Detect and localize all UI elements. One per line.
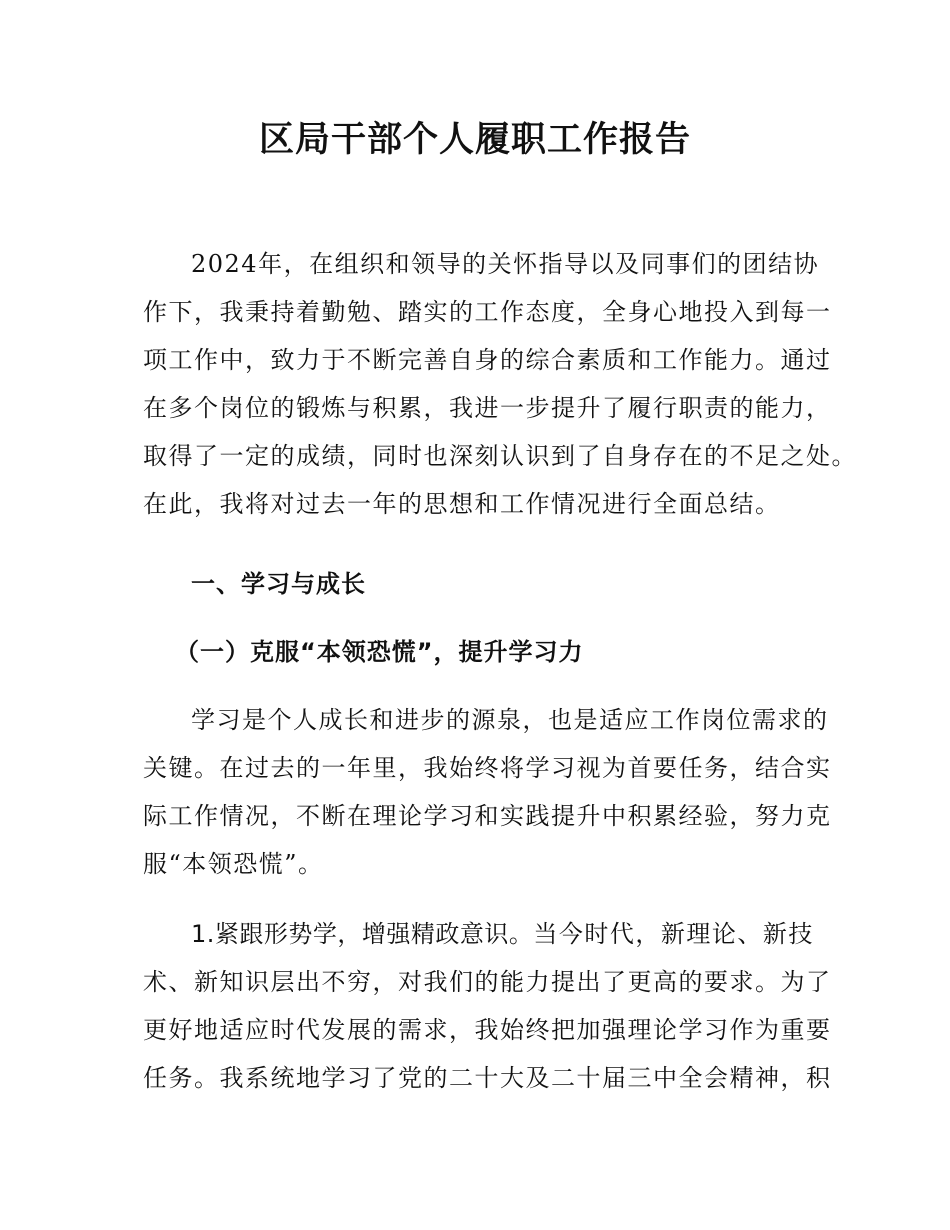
subsection-heading: （一）克服“本领恐慌”，提升学习力 [175, 638, 584, 666]
item1-line-3: 更好地适应时代发展的需求，我始终把加强理论学习作为重要 [143, 1016, 832, 1044]
intro-line-5: 取得了一定的成绩，同时也深刻认识到了自身存在的不足之处。 [143, 442, 857, 470]
document-title: 区局干部个人履职工作报告 [258, 120, 691, 160]
intro-line-4: 在多个岗位的锻炼与积累，我进一步提升了履行职责的能力， [143, 394, 832, 422]
item1-first-rest: 当今时代，新理论、新技 [533, 920, 814, 948]
intro-line-1: 2024年，在组织和领导的关怀指导以及同事们的团结协 [191, 250, 820, 278]
section-heading: 一、学习与成长 [191, 570, 366, 598]
intro-line-6: 在此，我将对过去一年的思想和工作情况进行全面总结。 [143, 490, 781, 518]
para2-line-4: 服“本领恐慌”。 [143, 850, 324, 878]
item1-line-1 [191, 914, 881, 954]
para2-line-3: 际工作情况，不断在理论学习和实践提升中积累经验，努力克 [143, 802, 832, 830]
para2-line-1: 学习是个人成长和进步的源泉，也是适应工作岗位需求的 [191, 706, 829, 734]
item1-line-2: 术、新知识层出不穷，对我们的能力提出了更高的要求。为了 [143, 968, 832, 996]
item1-line-4: 任务。我系统地学习了党的二十大及二十届三中全会精神，积 [143, 1064, 832, 1092]
intro-line-3: 项工作中，致力于不断完善自身的综合素质和工作能力。通过 [143, 346, 832, 374]
item1-lead: 1.紧跟形势学，增强精政意识。 [191, 920, 534, 948]
para2-line-2: 关键。在过去的一年里，我始终将学习视为首要任务，结合实 [143, 754, 832, 782]
intro-line-2: 作下，我秉持着勤勉、踏实的工作态度，全身心地投入到每一 [143, 298, 832, 326]
